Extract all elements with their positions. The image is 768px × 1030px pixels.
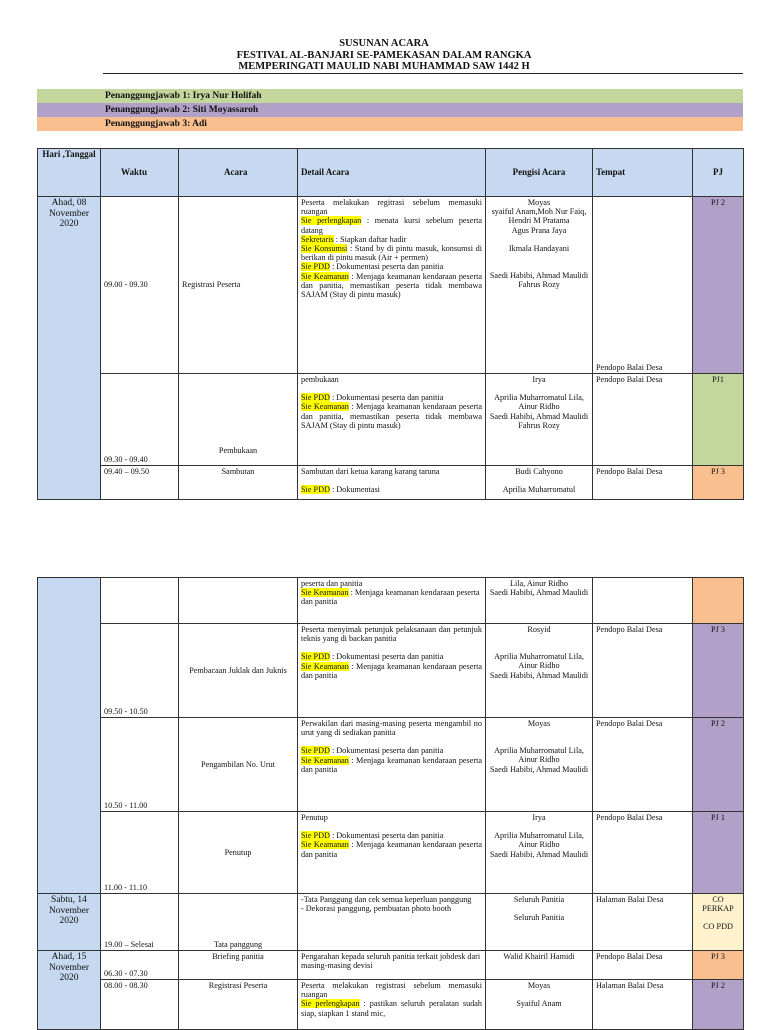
pj-cell: PJ 2	[693, 718, 744, 812]
acara-cell: Pembukaan	[179, 374, 298, 466]
detail-cell: -Tata Panggung dan cek semua keperluan panggung - Dekorasi panggung, pembuatan photo booth	[298, 894, 486, 951]
detail-cell: pembukaan Sie PDD : Dokumentasi peserta dan panitia Sie Keamanan : Menjaga keamanan kendaraan peserta dan panitia, memastikan peserta tidak membawa SAJAM (Stay di pintu masuk)	[298, 374, 486, 466]
hari-cell	[38, 578, 101, 894]
acara-cell: Registrasi Peserta	[179, 980, 298, 1030]
waktu-cell: 06.30 - 07.30	[101, 951, 179, 980]
detail-cell: Penutup Sie PDD : Dokumentasi peserta dan panitia Sie Keamanan : Menjaga keamanan kendaraan peserta dan panitia	[298, 812, 486, 894]
pengisi-cell: Moyas syaiful Anam,Moh Nur Faiq, Hendri M Pratama Agus Prana Jaya Ikmala Handayani Saedi Habibi, Ahmad Maulidi Fahrus Rozy	[486, 197, 593, 374]
detail-cell: Peserta melakukan registrasi sebelum memasuki ruangan Sie perlengkapan : pastikan seluruh peralatan sudah siap, siapkan 1 stand mic,	[298, 980, 486, 1030]
doc-title: SUSUNAN ACARA	[339, 38, 429, 49]
pj-band-3: Penanggungjawab 3: Adi	[37, 117, 743, 131]
pj-band-1: Penanggungjawab 1: Irya Nur Holifah	[37, 89, 743, 103]
pj-cell: PJ1	[693, 374, 744, 466]
acara-cell: Penutup	[179, 812, 298, 894]
table-header-row	[38, 149, 744, 197]
hari-cell: Ahad, 15 November 2020	[38, 951, 101, 1030]
pengisi-cell: Irya Aprilia Muharromatul Lila, Ainur Ridho Saedi Habibi, Ahmad Maulidi	[486, 812, 593, 894]
title-divider	[103, 73, 743, 74]
table-row	[38, 812, 744, 894]
acara-cell: Registrasi Peserta	[179, 197, 298, 374]
waktu-cell: 19.00 – Selesai	[101, 894, 179, 951]
col-tempat: Tempat	[593, 149, 693, 197]
pengisi-cell: Moyas Syaiful Anam	[486, 980, 593, 1030]
table-row	[38, 624, 744, 718]
acara-cell	[179, 578, 298, 624]
col-acara: Acara	[179, 149, 298, 197]
pengisi-cell: Walid Khairil Hamidi	[486, 951, 593, 980]
tempat-cell: Pendopo Balai Desa	[593, 466, 693, 500]
hari-cell: Ahad, 08 November 2020	[38, 197, 101, 500]
detail-cell: Peserta menyimak petunjuk pelaksanaan dan petunjuk teknis yang di backan panitia Sie PDD : Dokumentasi peserta dan panitia Sie Keamanan : Menjaga keamanan kendaraan peserta dan panitia	[298, 624, 486, 718]
table-row	[38, 374, 744, 466]
detail-cell: Pengarahan kepada seluruh panitia terkait jobdesk dari masing-masing devisi	[298, 951, 486, 980]
pengisi-cell: Moyas Aprilia Muharromatul Lila, Ainur Ridho Saedi Habibi, Ahmad Maulidi	[486, 718, 593, 812]
acara-cell: Briefing panitia	[179, 951, 298, 980]
pj-cell	[693, 578, 744, 624]
col-pengisi: Pengisi Acara	[486, 149, 593, 197]
detail-cell: peserta dan panitia Sie Keamanan : Menjaga keamanan kendaraan peserta dan panitia	[298, 578, 486, 624]
waktu-cell: 09.40 – 09.50	[101, 466, 179, 500]
pengisi-cell: Rosyid Aprilia Muharromatul Lila, Ainur Ridho Saedi Habibi, Ahmad Maulidi	[486, 624, 593, 718]
acara-cell: Pembacaan Juklak dan Juknis	[179, 624, 298, 718]
detail-cell: Peserta melakukan regitrasi sebelum memasuki ruangan Sie perlengkapan : menata kursi sebelum peserta datang Sekretaris : Siapkan daftar hadir Sie Konsumsi : Stand by di pintu masuk, konsumsi di berikan di pintu masuk (Air + permen) Sie PDD : Dokumentasi peserta dan panitia Sie Keamanan : Menjaga keamanan kendaraan peserta dan panitia, memastikan peserta tidak membawa SAJAM (Stay di pintu masuk)	[298, 197, 486, 374]
tempat-cell: Pendopo Balai Desa	[593, 374, 693, 466]
table-row	[38, 466, 744, 500]
tempat-cell: Halaman Balai Desa	[593, 980, 693, 1030]
waktu-cell: 09.00 - 09.30	[101, 197, 179, 374]
pj-cell: PJ 2	[693, 980, 744, 1030]
waktu-cell	[101, 578, 179, 624]
acara-cell: Sambutan	[179, 466, 298, 500]
waktu-cell: 11.00 - 11.10	[101, 812, 179, 894]
detail-cell: Perwakilan dari masing-masing peserta mengambil no urut yang di sediakan panitia Sie PDD : Dokumentasi peserta dan panitia Sie Keamanan : Menjaga keamanan kendaraan peserta dan panitia	[298, 718, 486, 812]
table-row	[38, 197, 744, 374]
waktu-cell: 09.30 - 09.40	[101, 374, 179, 466]
table-row	[38, 718, 744, 812]
pj-cell: PJ 1	[693, 812, 744, 894]
acara-cell: Pengambilan No. Urut	[179, 718, 298, 812]
pj-band-2: Penanggungjawab 2: Siti Moyassaroh	[37, 103, 743, 117]
tempat-cell: Pendopo Balai Desa	[593, 951, 693, 980]
waktu-cell: 09.50 - 10.50	[101, 624, 179, 718]
table-row	[38, 894, 744, 951]
pj-cell: PJ 3	[693, 624, 744, 718]
tempat-cell: Halaman Balai Desa	[593, 894, 693, 951]
col-detail: Detail Acara	[298, 149, 486, 197]
tempat-cell	[593, 578, 693, 624]
pj-cell: CO PERKAP CO PDD	[693, 894, 744, 951]
col-hari: Hari ,Tanggal	[38, 149, 101, 197]
tempat-cell: Pendopo Balai Desa	[593, 812, 693, 894]
acara-cell: Tata panggung	[179, 894, 298, 951]
waktu-cell: 08.00 - 08.30	[101, 980, 179, 1030]
table-row	[38, 578, 744, 624]
pj-cell: PJ 3	[693, 951, 744, 980]
table-row	[38, 980, 744, 1030]
schedule-table-1	[37, 148, 744, 500]
pj-cell: PJ 3	[693, 466, 744, 500]
hari-cell: Sabtu, 14 November 2020	[38, 894, 101, 951]
pengisi-cell: Seluruh Panitia Seluruh Panitia	[486, 894, 593, 951]
tempat-cell: Pendopo Balai Desa	[593, 718, 693, 812]
pengisi-cell: Lila, Ainur Ridho Saedi Habibi, Ahmad Maulidi	[486, 578, 593, 624]
pengisi-cell: Irya Aprilia Muharromatul Lila, Ainur Ridho Saedi Habibi, Ahmad Maulidi Fahrus Rozy	[486, 374, 593, 466]
schedule-table-2	[37, 577, 744, 1030]
col-pj: PJ	[693, 149, 744, 197]
waktu-cell: 10.50 - 11.00	[101, 718, 179, 812]
doc-subtitle: FESTIVAL AL-BANJARI SE-PAMEKASAN DALAM RANGKA	[236, 50, 532, 61]
detail-cell: Sambutan dari ketua karang karang taruna Sie PDD : Dokumentasi	[298, 466, 486, 500]
pj-cell: PJ 2	[693, 197, 744, 374]
tempat-cell: Pendopo Balai Desa	[593, 624, 693, 718]
col-waktu: Waktu	[101, 149, 179, 197]
tempat-cell: Pendopo Balai Desa	[593, 197, 693, 374]
doc-subtitle-2: MEMPERINGATI MAULID NABI MUHAMMAD SAW 1442 H	[238, 61, 530, 72]
pengisi-cell: Budi Cahyono Aprilia Muharromatul	[486, 466, 593, 500]
table-row	[38, 951, 744, 980]
